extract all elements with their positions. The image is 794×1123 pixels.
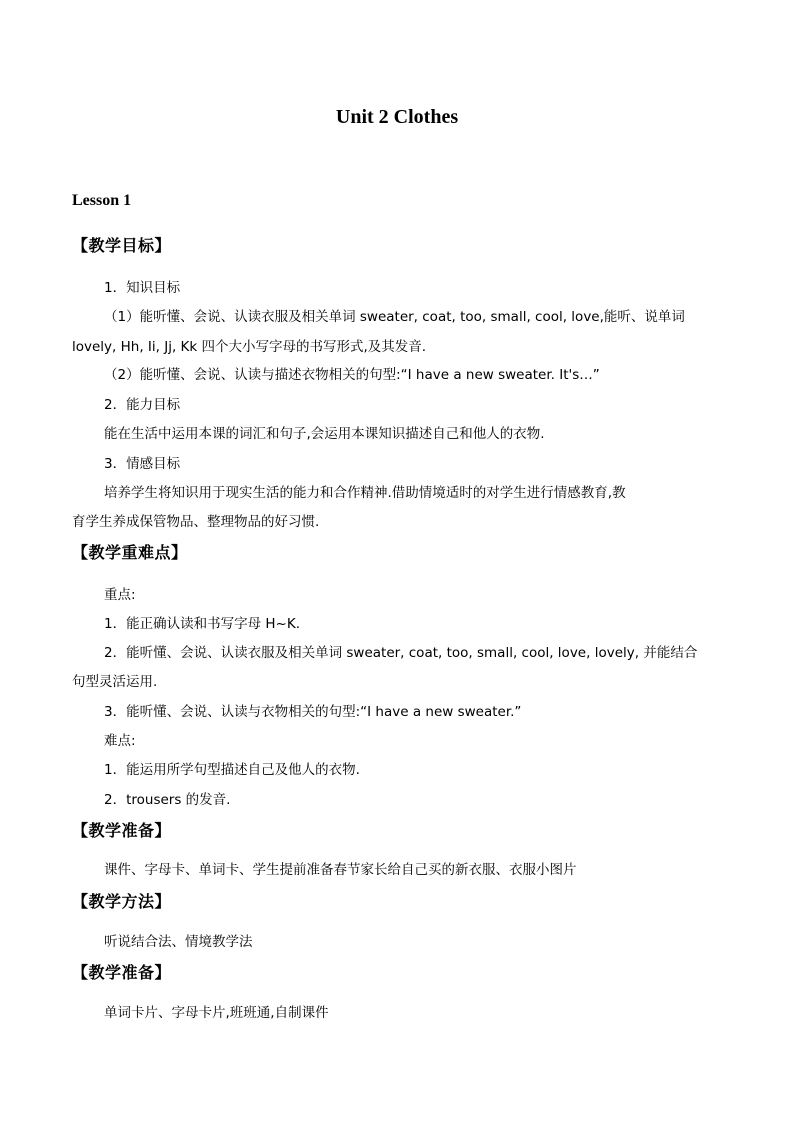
objective-line: 培养学生将知识用于现实生活的能力和合作精神.借助情境适时的对学生进行情感教育,教 bbox=[104, 485, 626, 501]
keypoint-line: 重点: bbox=[104, 587, 136, 603]
keypoint-line: 1．能运用所学句型描述自己及他人的衣物. bbox=[104, 762, 360, 778]
methods-line: 听说结合法、情境教学法 bbox=[104, 934, 253, 950]
keypoint-line: 3．能听懂、会说、认读与衣物相关的句型:“I have a new sweater.” bbox=[104, 704, 522, 720]
objective-line: 2．能力目标 bbox=[104, 397, 181, 413]
objective-line: 育学生养成保管物品、整理物品的好习惯. bbox=[72, 514, 320, 530]
objective-line: 1．知识目标 bbox=[104, 280, 181, 296]
objective-line: lovely, Hh, Ii, Jj, Kk 四个大小写字母的书写形式,及其发音. bbox=[72, 339, 427, 355]
keypoint-line: 句型灵活运用. bbox=[72, 674, 158, 690]
objective-line: 3．情感目标 bbox=[104, 456, 181, 472]
section-heading-keypoints: 【教学重难点】 bbox=[72, 543, 188, 562]
keypoint-line: 1．能正确认读和书写字母 H~K. bbox=[104, 616, 300, 632]
keypoint-line: 2．能听懂、会说、认读衣服及相关单词 sweater, coat, too, small, cool, love, lovely, 并能结合 bbox=[104, 645, 698, 661]
section-heading-preparation: 【教学准备】 bbox=[72, 821, 172, 840]
keypoint-line: 2．trousers 的发音. bbox=[104, 792, 231, 808]
preparation-line: 课件、字母卡、单词卡、学生提前准备春节家长给自己买的新衣服、衣服小图片 bbox=[104, 862, 577, 878]
lesson-label: Lesson 1 bbox=[72, 192, 132, 209]
objective-line: （1）能听懂、会说、认读衣服及相关单词 sweater, coat, too, small, cool, love,能听、说单词 bbox=[104, 309, 685, 325]
objective-line: （2）能听懂、会说、认读与描述衣物相关的句型:“I have a new sweater. It's…” bbox=[104, 367, 600, 383]
objective-line: 能在生活中运用本课的词汇和句子,会运用本课知识描述自己和他人的衣物. bbox=[104, 426, 545, 442]
keypoint-line: 难点: bbox=[104, 733, 136, 749]
section-heading-preparation-2: 【教学准备】 bbox=[72, 963, 172, 982]
section-heading-objectives: 【教学目标】 bbox=[72, 236, 172, 255]
preparation-2-line: 单词卡片、字母卡片,班班通,自制课件 bbox=[104, 1005, 329, 1021]
section-heading-methods: 【教学方法】 bbox=[72, 892, 172, 911]
document-title: Unit 2 Clothes bbox=[335, 106, 459, 128]
